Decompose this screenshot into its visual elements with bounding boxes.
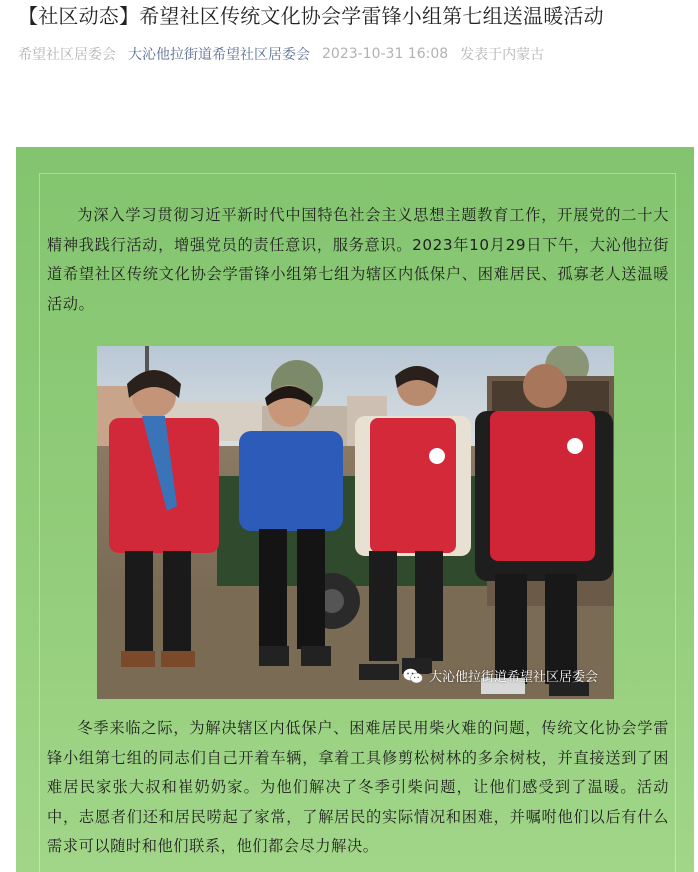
article-photo[interactable] [97,346,614,699]
publish-location: 发表于内蒙古 [460,47,545,63]
photo-watermark [403,666,598,685]
watermark-text: 大沁他拉街道希望社区居委会 [428,670,598,685]
article-title: 【社区动态】希望社区传统文化协会学雷锋小组第七组送温暖活动 [18,4,604,28]
paragraph-activity: 冬季来临之际，为解决辖区内低保户、困难居民用柴火难的问题，传统文化协会学雷锋小组第七组的同志们自己开着车辆，拿着工具修剪松树林的多余树枝，并直接送到了困难居民家张大叔和崔奶奶家。为他们解决了冬季引柴问题，让他们感受到了温暖。活动中，志愿者们还和居民唠起了家常，了解居民的实际情况和困难，并嘱咐他们以后有什么需求可以随时和他们联系，他们都会尽力解决。 [47,719,669,855]
author-link[interactable]: 大沁他拉街道希望社区居委会 [128,47,310,63]
wechat-icon [403,668,423,684]
original-account: 希望社区居委会 [18,47,116,63]
publish-datetime: 2023-10-31 16:08 [322,46,449,62]
paragraph-intro: 为深入学习贯彻习近平新时代中国特色社会主义思想主题教育工作，开展党的二十大精神我践行活动，增强党员的责任意识，服务意识。2023年10月29日下午，大沁他拉街道希望社区传统文化协会学雷锋小组第七组为辖区内低保户、困难居民、孤寡老人送温暖活动。 [47,206,669,313]
photo-illustration [97,346,614,699]
article-meta [18,44,556,64]
